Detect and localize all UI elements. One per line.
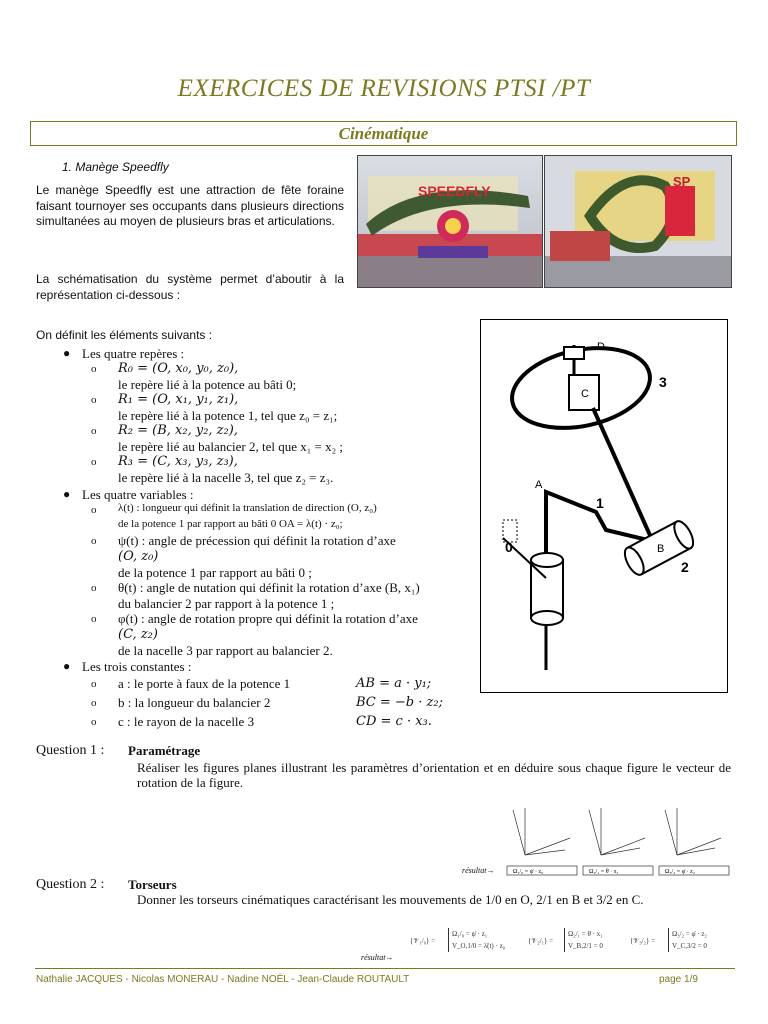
variables-title: Les quatre variables : — [82, 487, 194, 502]
repere-r1: R₁ = (O, x₁, y₁, z₁), — [118, 392, 239, 407]
torseur-3-2-top: Ω₃/₂ = φ̇ · z₂ — [672, 930, 707, 938]
bullet-icon: ● — [63, 659, 71, 673]
question-2-label: Question 2 : — [36, 877, 105, 892]
question-2-title: Torseurs — [128, 877, 177, 892]
constantes-title: Les trois constantes : — [82, 659, 192, 674]
variable-theta-desc: du balancier 2 par rapport à la potence 1 ; — [118, 596, 335, 611]
schema-paragraph: La schématisation du système permet d’aboutir à la représentation ci-dessous : — [36, 272, 344, 302]
torseur-2-1-bottom: V_B,2/1 = 0 — [568, 942, 603, 950]
variable-lambda: λ(t) : longueur qui définit la translation de direction (O, z₀) — [118, 502, 377, 514]
kinematic-diagram — [480, 319, 728, 693]
q1-result-label: résultat→ — [462, 866, 495, 875]
question-1-text: Réaliser les figures planes illustrant les paramètres d’orientation et en déduire sous chaque figure le vecteur de rotation de la figure. — [137, 760, 731, 790]
torseur-3-2-name: {𝒱₃/₂} = — [630, 937, 656, 945]
photo-sign-left: SPEEDFLY — [418, 183, 491, 199]
q1-result-figures — [505, 800, 733, 880]
footer-authors: Nathalie JACQUES - Nicolas MONERAU - Nadine NOËL - Jean-Claude ROUTAULT — [36, 974, 410, 985]
reperes-title: Les quatre repères : — [82, 346, 185, 361]
q1-fig2-vector: Ω₂/₁ = θ̇ · x₁ — [589, 869, 619, 875]
constant-a-eq: AB = a · y₁; — [356, 676, 432, 691]
circle-bullet-icon: o — [91, 582, 97, 594]
circle-bullet-icon: o — [91, 716, 97, 728]
constant-c: c : le rayon de la nacelle 3 — [118, 714, 255, 729]
repere-r0-desc: le repère lié à la potence au bâti 0; — [118, 377, 297, 392]
q2-result-label: résultat→ — [361, 953, 394, 962]
circle-bullet-icon: o — [91, 425, 97, 437]
repere-r2: R₂ = (B, x₂, y₂, z₂), — [118, 423, 238, 438]
variable-psi: ψ(t) : angle de précession qui définit la rotation d’axe — [118, 533, 396, 548]
circle-bullet-icon: o — [91, 394, 97, 406]
q2-result-torseurs — [410, 925, 735, 963]
variable-phi: φ(t) : angle de rotation propre qui définit la rotation d’axe — [118, 611, 418, 626]
section-title: Cinématique — [338, 124, 429, 143]
diagram-label-C: C — [581, 388, 589, 400]
torseur-1-0-bottom: V_O,1/0 = λ̇(t) · z₀ — [452, 942, 506, 950]
circle-bullet-icon: o — [91, 504, 97, 516]
torseur-2-1-top: Ω₂/₁ = θ̇ · x₁ — [568, 930, 603, 938]
circle-bullet-icon: o — [91, 363, 97, 375]
variable-psi-axis: (O, z₀) — [118, 549, 159, 564]
ride-photo-left — [357, 155, 543, 288]
diagram-label-B: B — [657, 543, 665, 555]
variable-psi-desc: de la potence 1 par rapport au bâti 0 ; — [118, 565, 312, 580]
bullet-icon: ● — [63, 487, 71, 501]
repere-r1-desc: le repère lié à la potence 1, tel que z₀ = z₁; — [118, 408, 338, 423]
constant-b-eq: BC = −b · z₂; — [356, 695, 443, 710]
question-1-title: Paramétrage — [128, 743, 201, 758]
torseur-1-0 — [448, 928, 505, 952]
diagram-label-A: A — [535, 479, 543, 491]
repere-r3-desc: le repère lié à la nacelle 3, tel que z₂ = z₃. — [118, 470, 334, 485]
bullet-icon: ● — [63, 346, 71, 360]
variable-lambda-def: de la potence 1 par rapport au bâti 0 OA = λ(t) · z₀; — [118, 518, 343, 530]
torseur-1-0-name: {𝒱₁/₀} = — [410, 937, 436, 945]
constant-b: b : la longueur du balancier 2 — [118, 695, 271, 710]
page-title: EXERCICES DE REVISIONS PTSI /PT — [177, 75, 591, 102]
circle-bullet-icon: o — [91, 456, 97, 468]
defines-text: On définit les éléments suivants : — [36, 328, 213, 342]
diagram-label-D: D — [597, 341, 605, 353]
circle-bullet-icon: o — [91, 535, 97, 547]
diagram-label-1: 1 — [596, 495, 604, 511]
torseur-2-1 — [564, 928, 603, 952]
torseur-2-1-name: {𝒱₂/₁} = — [528, 937, 554, 945]
torseur-1-0-top: Ω₁/₀ = ψ̇ · z₁ — [452, 930, 488, 938]
question-1-label: Question 1 : — [36, 743, 105, 758]
question-2-text: Donner les torseurs cinématiques caractérisant les mouvements de 1/0 en O, 2/1 en B et 3/2 en C. — [137, 892, 644, 907]
repere-r2-desc: le repère lié au balancier 2, tel que x₁ = x₂ ; — [118, 439, 344, 454]
repere-r0: R₀ = (O, x₀, y₀, z₀), — [118, 361, 239, 376]
constant-a: a : le porte à faux de la potence 1 — [118, 676, 291, 691]
circle-bullet-icon: o — [91, 697, 97, 709]
q1-fig1-vector: Ω₁/₀ = ψ̇ · z₀ — [513, 869, 544, 875]
torseur-3-2-bottom: V_C,3/2 = 0 — [672, 942, 707, 950]
footer-divider — [35, 968, 735, 969]
constant-c-eq: CD = c · x₃. — [356, 714, 432, 729]
diagram-label-0: 0 — [505, 539, 513, 555]
section-header — [30, 121, 737, 146]
circle-bullet-icon: o — [91, 678, 97, 690]
intro-paragraph: Le manège Speedfly est une attraction de fête foraine faisant tournoyer ses occupants dans plusieurs directions simultanées au moyen de plusieurs bras et articulations. — [36, 183, 344, 228]
ride-photo-right — [544, 155, 732, 288]
exercise-title: 1. Manège Speedfly — [62, 160, 169, 174]
diagram-label-3: 3 — [659, 374, 667, 390]
variable-phi-desc: de la nacelle 3 par rapport au balancier 2. — [118, 643, 333, 658]
diagram-label-2: 2 — [681, 559, 689, 575]
variable-theta: θ(t) : angle de nutation qui définit la rotation d’axe (B, x₁) — [118, 580, 420, 595]
circle-bullet-icon: o — [91, 613, 97, 625]
photo-sign-right: SP — [673, 174, 691, 189]
footer-page-number: page 1/9 — [659, 974, 698, 985]
repere-r3: R₃ = (C, x₃, y₃, z₃), — [118, 454, 238, 469]
variable-phi-axis: (C, z₂) — [118, 627, 158, 642]
torseur-3-2 — [668, 928, 707, 952]
q1-fig3-vector: Ω₃/₂ = φ̇ · z₂ — [665, 869, 695, 875]
